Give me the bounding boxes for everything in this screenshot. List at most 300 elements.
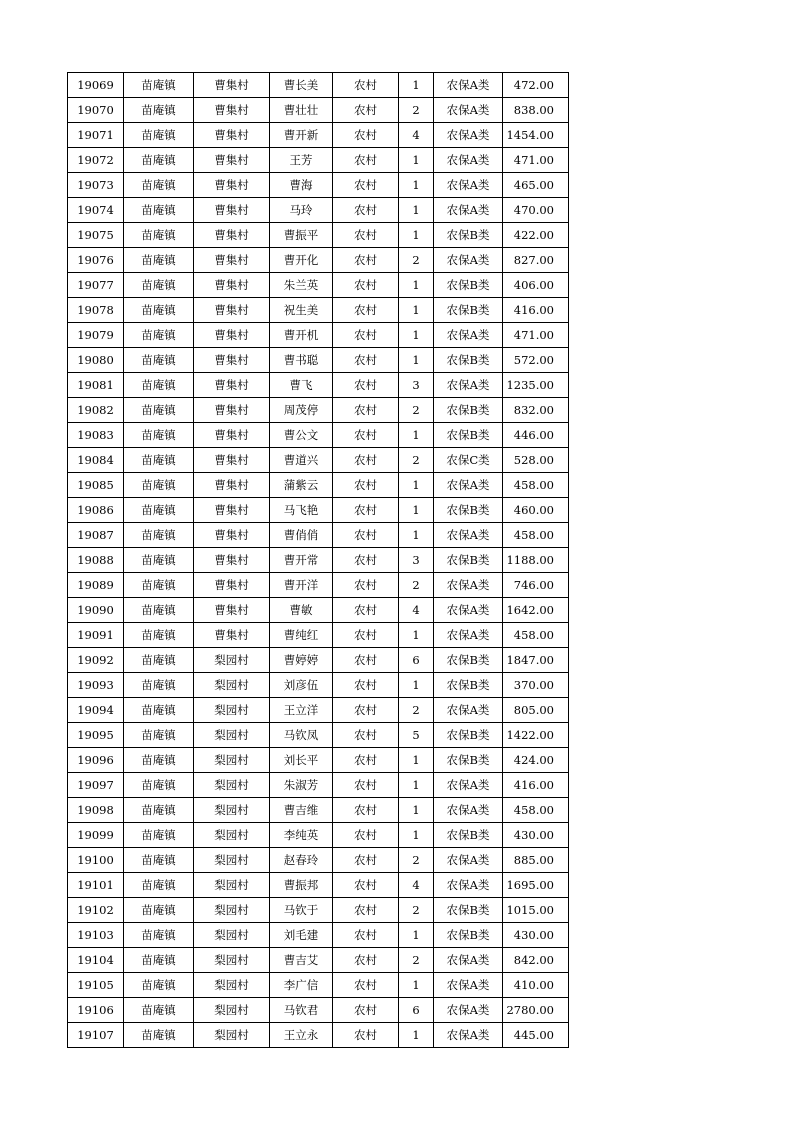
cell-record-id: 19085 (68, 473, 124, 498)
cell-town: 苗庵镇 (124, 973, 194, 998)
cell-record-id: 19107 (68, 1023, 124, 1048)
cell-town: 苗庵镇 (124, 773, 194, 798)
cell-person-count: 1 (399, 223, 434, 248)
cell-name: 曹飞 (270, 373, 333, 398)
cell-person-count: 3 (399, 548, 434, 573)
cell-amount: 410.00 (503, 973, 569, 998)
cell-person-count: 1 (399, 523, 434, 548)
cell-record-id: 19087 (68, 523, 124, 548)
cell-name: 曹公文 (270, 423, 333, 448)
cell-person-count: 1 (399, 148, 434, 173)
cell-household-type: 农村 (333, 798, 399, 823)
cell-name: 曹道兴 (270, 448, 333, 473)
cell-record-id: 19079 (68, 323, 124, 348)
cell-amount: 458.00 (503, 523, 569, 548)
cell-amount: 1235.00 (503, 373, 569, 398)
cell-category: 农保B类 (434, 898, 503, 923)
cell-village: 曹集村 (194, 498, 270, 523)
cell-village: 梨园村 (194, 898, 270, 923)
cell-category: 农保A类 (434, 598, 503, 623)
cell-name: 曹振邦 (270, 873, 333, 898)
cell-household-type: 农村 (333, 873, 399, 898)
cell-village: 梨园村 (194, 848, 270, 873)
cell-name: 李广信 (270, 973, 333, 998)
cell-name: 曹振平 (270, 223, 333, 248)
cell-name: 朱兰英 (270, 273, 333, 298)
cell-town: 苗庵镇 (124, 373, 194, 398)
cell-category: 农保A类 (434, 848, 503, 873)
cell-record-id: 19099 (68, 823, 124, 848)
table-row (68, 898, 569, 923)
cell-household-type: 农村 (333, 823, 399, 848)
cell-town: 苗庵镇 (124, 748, 194, 773)
cell-amount: 805.00 (503, 698, 569, 723)
cell-person-count: 1 (399, 423, 434, 448)
cell-amount: 885.00 (503, 848, 569, 873)
cell-person-count: 1 (399, 348, 434, 373)
cell-name: 王立永 (270, 1023, 333, 1048)
table-row (68, 298, 569, 323)
cell-record-id: 19104 (68, 948, 124, 973)
cell-household-type: 农村 (333, 848, 399, 873)
cell-person-count: 1 (399, 748, 434, 773)
cell-village: 梨园村 (194, 998, 270, 1023)
cell-category: 农保A类 (434, 98, 503, 123)
cell-town: 苗庵镇 (124, 698, 194, 723)
cell-amount: 406.00 (503, 273, 569, 298)
table-row (68, 1023, 569, 1048)
cell-name: 王芳 (270, 148, 333, 173)
table-row (68, 373, 569, 398)
cell-town: 苗庵镇 (124, 498, 194, 523)
cell-name: 曹书聪 (270, 348, 333, 373)
cell-name: 周茂停 (270, 398, 333, 423)
table-row (68, 948, 569, 973)
cell-amount: 1847.00 (503, 648, 569, 673)
table-row (68, 398, 569, 423)
cell-amount: 472.00 (503, 73, 569, 98)
cell-village: 曹集村 (194, 348, 270, 373)
table-row (68, 548, 569, 573)
cell-town: 苗庵镇 (124, 573, 194, 598)
cell-record-id: 19106 (68, 998, 124, 1023)
cell-amount: 416.00 (503, 773, 569, 798)
cell-name: 曹开化 (270, 248, 333, 273)
cell-category: 农保A类 (434, 623, 503, 648)
cell-town: 苗庵镇 (124, 923, 194, 948)
cell-name: 曹开机 (270, 323, 333, 348)
cell-household-type: 农村 (333, 523, 399, 548)
table-row (68, 448, 569, 473)
cell-town: 苗庵镇 (124, 448, 194, 473)
cell-household-type: 农村 (333, 123, 399, 148)
cell-household-type: 农村 (333, 773, 399, 798)
cell-town: 苗庵镇 (124, 98, 194, 123)
cell-category: 农保B类 (434, 673, 503, 698)
table-row (68, 323, 569, 348)
cell-household-type: 农村 (333, 698, 399, 723)
cell-village: 曹集村 (194, 373, 270, 398)
cell-household-type: 农村 (333, 998, 399, 1023)
table-row (68, 223, 569, 248)
cell-village: 梨园村 (194, 748, 270, 773)
cell-amount: 471.00 (503, 148, 569, 173)
cell-category: 农保B类 (434, 348, 503, 373)
cell-name: 曹俏俏 (270, 523, 333, 548)
cell-village: 曹集村 (194, 323, 270, 348)
table-row (68, 823, 569, 848)
cell-town: 苗庵镇 (124, 198, 194, 223)
cell-person-count: 2 (399, 248, 434, 273)
cell-person-count: 6 (399, 648, 434, 673)
cell-category: 农保B类 (434, 498, 503, 523)
cell-village: 曹集村 (194, 298, 270, 323)
cell-person-count: 1 (399, 323, 434, 348)
cell-name: 朱淑芳 (270, 773, 333, 798)
table-row (68, 623, 569, 648)
cell-amount: 424.00 (503, 748, 569, 773)
cell-amount: 430.00 (503, 823, 569, 848)
cell-category: 农保B类 (434, 423, 503, 448)
cell-village: 梨园村 (194, 798, 270, 823)
cell-household-type: 农村 (333, 673, 399, 698)
cell-village: 梨园村 (194, 948, 270, 973)
cell-category: 农保A类 (434, 323, 503, 348)
cell-town: 苗庵镇 (124, 123, 194, 148)
cell-record-id: 19083 (68, 423, 124, 448)
cell-person-count: 1 (399, 173, 434, 198)
cell-person-count: 1 (399, 498, 434, 523)
cell-household-type: 农村 (333, 273, 399, 298)
cell-village: 曹集村 (194, 523, 270, 548)
cell-town: 苗庵镇 (124, 323, 194, 348)
cell-amount: 572.00 (503, 348, 569, 373)
cell-category: 农保C类 (434, 448, 503, 473)
cell-amount: 458.00 (503, 473, 569, 498)
cell-person-count: 2 (399, 848, 434, 873)
table-row (68, 648, 569, 673)
cell-person-count: 4 (399, 598, 434, 623)
table-row (68, 173, 569, 198)
cell-village: 曹集村 (194, 173, 270, 198)
cell-person-count: 4 (399, 873, 434, 898)
cell-category: 农保B类 (434, 298, 503, 323)
cell-record-id: 19081 (68, 373, 124, 398)
cell-town: 苗庵镇 (124, 823, 194, 848)
cell-village: 曹集村 (194, 123, 270, 148)
cell-amount: 446.00 (503, 423, 569, 448)
cell-person-count: 2 (399, 98, 434, 123)
cell-person-count: 1 (399, 73, 434, 98)
cell-household-type: 农村 (333, 948, 399, 973)
table-row (68, 848, 569, 873)
cell-household-type: 农村 (333, 173, 399, 198)
cell-village: 曹集村 (194, 623, 270, 648)
cell-record-id: 19096 (68, 748, 124, 773)
cell-household-type: 农村 (333, 298, 399, 323)
cell-record-id: 19098 (68, 798, 124, 823)
cell-person-count: 1 (399, 673, 434, 698)
cell-amount: 458.00 (503, 798, 569, 823)
cell-person-count: 3 (399, 373, 434, 398)
cell-record-id: 19100 (68, 848, 124, 873)
cell-record-id: 19073 (68, 173, 124, 198)
cell-person-count: 1 (399, 473, 434, 498)
cell-category: 农保A类 (434, 773, 503, 798)
cell-record-id: 19093 (68, 673, 124, 698)
cell-category: 农保B类 (434, 748, 503, 773)
cell-record-id: 19086 (68, 498, 124, 523)
cell-person-count: 2 (399, 898, 434, 923)
cell-category: 农保A类 (434, 948, 503, 973)
cell-town: 苗庵镇 (124, 248, 194, 273)
cell-record-id: 19102 (68, 898, 124, 923)
cell-person-count: 1 (399, 298, 434, 323)
cell-household-type: 农村 (333, 198, 399, 223)
cell-category: 农保B类 (434, 648, 503, 673)
cell-name: 曹吉维 (270, 798, 333, 823)
cell-town: 苗庵镇 (124, 173, 194, 198)
cell-village: 曹集村 (194, 473, 270, 498)
cell-amount: 416.00 (503, 298, 569, 323)
cell-record-id: 19070 (68, 98, 124, 123)
cell-household-type: 农村 (333, 448, 399, 473)
cell-person-count: 1 (399, 798, 434, 823)
cell-household-type: 农村 (333, 648, 399, 673)
cell-record-id: 19084 (68, 448, 124, 473)
cell-amount: 827.00 (503, 248, 569, 273)
cell-category: 农保A类 (434, 873, 503, 898)
cell-record-id: 19101 (68, 873, 124, 898)
cell-record-id: 19090 (68, 598, 124, 623)
cell-town: 苗庵镇 (124, 73, 194, 98)
cell-village: 曹集村 (194, 273, 270, 298)
cell-town: 苗庵镇 (124, 648, 194, 673)
cell-amount: 1695.00 (503, 873, 569, 898)
cell-village: 梨园村 (194, 723, 270, 748)
cell-record-id: 19089 (68, 573, 124, 598)
cell-village: 曹集村 (194, 98, 270, 123)
cell-record-id: 19078 (68, 298, 124, 323)
cell-person-count: 1 (399, 198, 434, 223)
cell-village: 梨园村 (194, 648, 270, 673)
cell-village: 曹集村 (194, 73, 270, 98)
cell-category: 农保B类 (434, 548, 503, 573)
cell-category: 农保A类 (434, 998, 503, 1023)
cell-record-id: 19069 (68, 73, 124, 98)
cell-household-type: 农村 (333, 348, 399, 373)
cell-amount: 1642.00 (503, 598, 569, 623)
cell-category: 农保A类 (434, 573, 503, 598)
cell-town: 苗庵镇 (124, 898, 194, 923)
cell-household-type: 农村 (333, 473, 399, 498)
cell-town: 苗庵镇 (124, 398, 194, 423)
cell-name: 王立洋 (270, 698, 333, 723)
table-row (68, 873, 569, 898)
table-row (68, 248, 569, 273)
cell-record-id: 19071 (68, 123, 124, 148)
cell-category: 农保A类 (434, 173, 503, 198)
cell-household-type: 农村 (333, 323, 399, 348)
cell-town: 苗庵镇 (124, 523, 194, 548)
cell-name: 蒲紫云 (270, 473, 333, 498)
table-row (68, 673, 569, 698)
cell-household-type: 农村 (333, 923, 399, 948)
cell-name: 祝生美 (270, 298, 333, 323)
cell-village: 梨园村 (194, 973, 270, 998)
cell-person-count: 2 (399, 398, 434, 423)
cell-person-count: 2 (399, 448, 434, 473)
cell-town: 苗庵镇 (124, 473, 194, 498)
table-row (68, 998, 569, 1023)
cell-village: 梨园村 (194, 1023, 270, 1048)
cell-name: 刘彦伍 (270, 673, 333, 698)
cell-town: 苗庵镇 (124, 673, 194, 698)
cell-category: 农保B类 (434, 823, 503, 848)
cell-household-type: 农村 (333, 223, 399, 248)
cell-person-count: 5 (399, 723, 434, 748)
cell-household-type: 农村 (333, 598, 399, 623)
cell-amount: 465.00 (503, 173, 569, 198)
cell-amount: 1188.00 (503, 548, 569, 573)
cell-category: 农保A类 (434, 698, 503, 723)
cell-amount: 445.00 (503, 1023, 569, 1048)
cell-town: 苗庵镇 (124, 148, 194, 173)
cell-amount: 832.00 (503, 398, 569, 423)
cell-record-id: 19105 (68, 973, 124, 998)
cell-village: 梨园村 (194, 773, 270, 798)
cell-name: 赵春玲 (270, 848, 333, 873)
cell-town: 苗庵镇 (124, 348, 194, 373)
cell-record-id: 19088 (68, 548, 124, 573)
cell-amount: 838.00 (503, 98, 569, 123)
table-row (68, 748, 569, 773)
cell-name: 曹开常 (270, 548, 333, 573)
cell-household-type: 农村 (333, 423, 399, 448)
cell-name: 曹婷婷 (270, 648, 333, 673)
cell-household-type: 农村 (333, 898, 399, 923)
cell-category: 农保A类 (434, 198, 503, 223)
cell-category: 农保A类 (434, 1023, 503, 1048)
cell-household-type: 农村 (333, 498, 399, 523)
cell-person-count: 4 (399, 123, 434, 148)
cell-name: 马飞艳 (270, 498, 333, 523)
cell-category: 农保A类 (434, 73, 503, 98)
cell-category: 农保A类 (434, 798, 503, 823)
table-row (68, 423, 569, 448)
table-row (68, 198, 569, 223)
cell-name: 马钦凤 (270, 723, 333, 748)
cell-town: 苗庵镇 (124, 623, 194, 648)
cell-name: 刘毛建 (270, 923, 333, 948)
cell-category: 农保A类 (434, 148, 503, 173)
cell-village: 曹集村 (194, 198, 270, 223)
cell-village: 梨园村 (194, 673, 270, 698)
cell-name: 曹长美 (270, 73, 333, 98)
cell-category: 农保B类 (434, 723, 503, 748)
cell-record-id: 19094 (68, 698, 124, 723)
cell-category: 农保B类 (434, 398, 503, 423)
cell-village: 梨园村 (194, 923, 270, 948)
cell-record-id: 19082 (68, 398, 124, 423)
cell-household-type: 农村 (333, 973, 399, 998)
cell-category: 农保A类 (434, 123, 503, 148)
table-row (68, 123, 569, 148)
cell-name: 曹壮壮 (270, 98, 333, 123)
cell-village: 曹集村 (194, 148, 270, 173)
cell-town: 苗庵镇 (124, 1023, 194, 1048)
table-row (68, 798, 569, 823)
cell-record-id: 19097 (68, 773, 124, 798)
cell-household-type: 农村 (333, 248, 399, 273)
cell-village: 曹集村 (194, 448, 270, 473)
cell-person-count: 6 (399, 998, 434, 1023)
cell-amount: 460.00 (503, 498, 569, 523)
cell-town: 苗庵镇 (124, 848, 194, 873)
cell-amount: 1015.00 (503, 898, 569, 923)
cell-village: 梨园村 (194, 823, 270, 848)
table-row (68, 598, 569, 623)
cell-town: 苗庵镇 (124, 548, 194, 573)
cell-category: 农保A类 (434, 973, 503, 998)
cell-record-id: 19092 (68, 648, 124, 673)
table-row (68, 773, 569, 798)
cell-household-type: 农村 (333, 148, 399, 173)
cell-town: 苗庵镇 (124, 873, 194, 898)
table-row (68, 148, 569, 173)
cell-name: 刘长平 (270, 748, 333, 773)
cell-record-id: 19095 (68, 723, 124, 748)
cell-village: 梨园村 (194, 873, 270, 898)
cell-household-type: 农村 (333, 548, 399, 573)
subsidy-roster-table (67, 72, 569, 1048)
cell-amount: 528.00 (503, 448, 569, 473)
table-row (68, 73, 569, 98)
cell-amount: 458.00 (503, 623, 569, 648)
table-row (68, 473, 569, 498)
cell-amount: 430.00 (503, 923, 569, 948)
cell-category: 农保B类 (434, 923, 503, 948)
cell-category: 农保B类 (434, 223, 503, 248)
cell-record-id: 19076 (68, 248, 124, 273)
table-body (68, 73, 569, 1048)
table-row (68, 573, 569, 598)
cell-category: 农保A类 (434, 373, 503, 398)
cell-household-type: 农村 (333, 373, 399, 398)
cell-name: 曹敏 (270, 598, 333, 623)
cell-village: 曹集村 (194, 548, 270, 573)
cell-town: 苗庵镇 (124, 948, 194, 973)
table-row (68, 523, 569, 548)
cell-amount: 470.00 (503, 198, 569, 223)
cell-town: 苗庵镇 (124, 423, 194, 448)
cell-person-count: 2 (399, 948, 434, 973)
cell-name: 曹纯红 (270, 623, 333, 648)
cell-household-type: 农村 (333, 73, 399, 98)
cell-household-type: 农村 (333, 573, 399, 598)
cell-name: 马玲 (270, 198, 333, 223)
cell-town: 苗庵镇 (124, 798, 194, 823)
cell-person-count: 1 (399, 973, 434, 998)
cell-village: 梨园村 (194, 698, 270, 723)
table-row (68, 923, 569, 948)
cell-amount: 1454.00 (503, 123, 569, 148)
cell-town: 苗庵镇 (124, 298, 194, 323)
cell-town: 苗庵镇 (124, 723, 194, 748)
cell-amount: 471.00 (503, 323, 569, 348)
cell-town: 苗庵镇 (124, 223, 194, 248)
cell-category: 农保A类 (434, 473, 503, 498)
